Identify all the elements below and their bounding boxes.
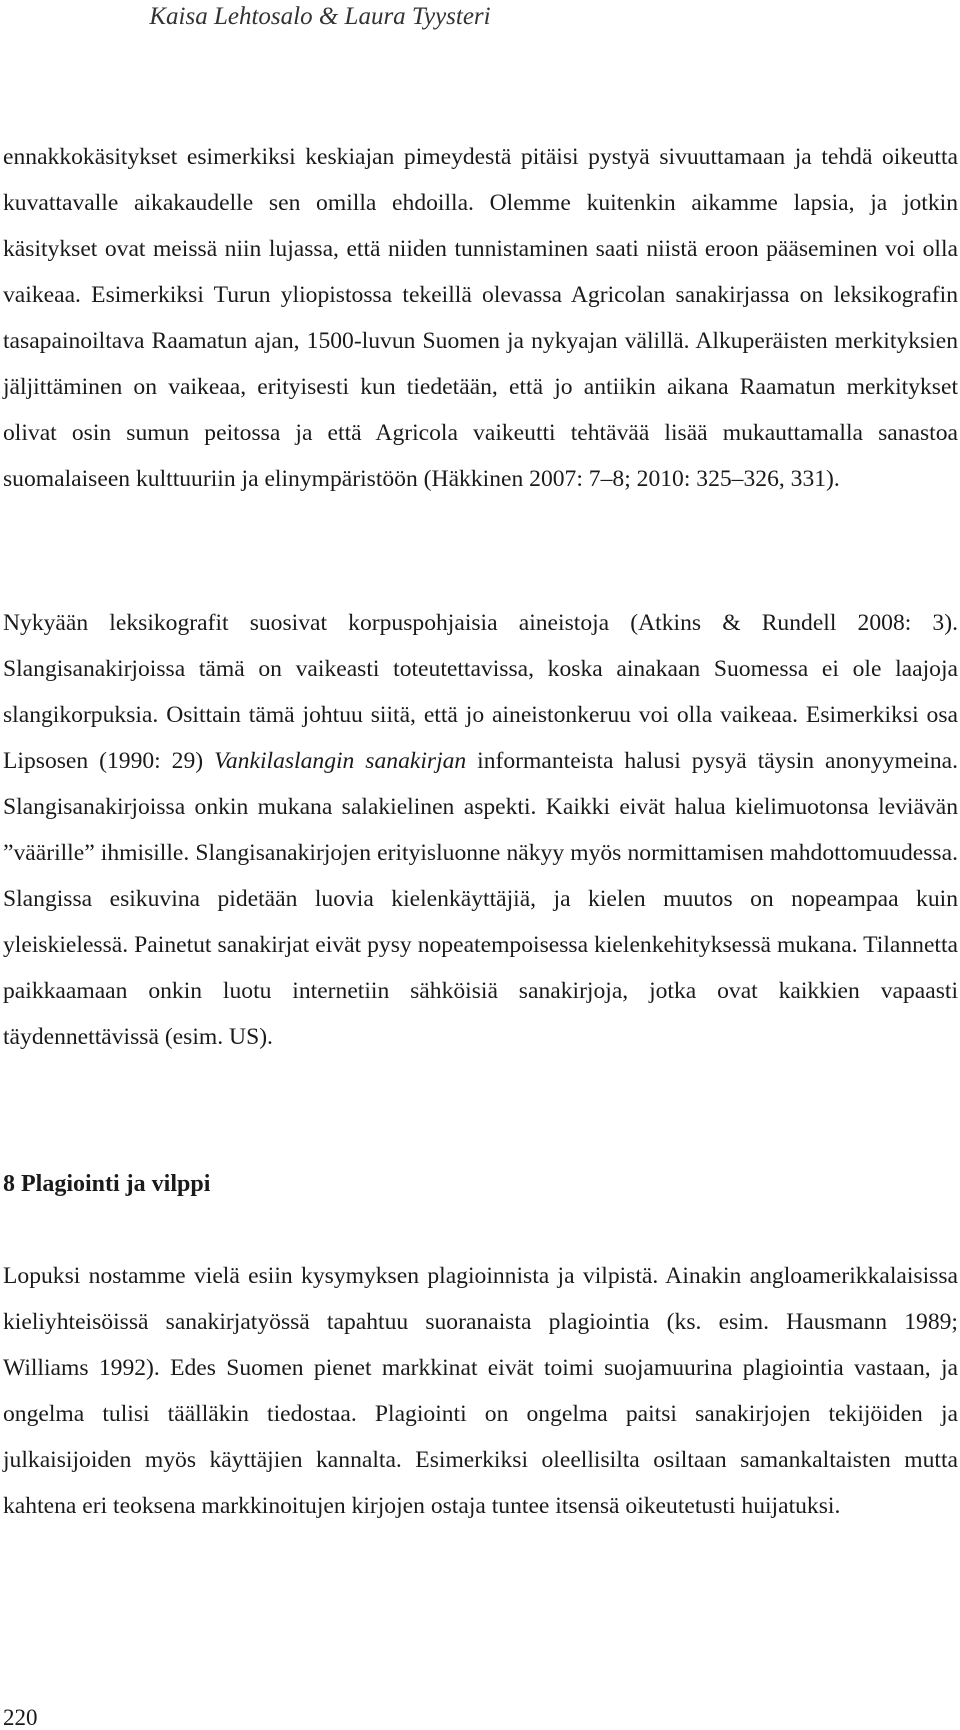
section-heading: 8 Plagiointi ja vilppi (3, 1171, 211, 1197)
running-header: Kaisa Lehtosalo & Laura Tyysteri (149, 3, 491, 30)
paragraph-2 (3, 600, 958, 1060)
paragraph-3: Lopuksi nostamme vielä esiin kysymyksen plagioinnista ja vilpistä. Ainakin angloamerikkalaisissa kieliyhteisöissä sanakirjatyössä tapahtuu suoranaista plagiointia (ks. esim. Hausmann 1989; Williams 1992). Edes Suomen pienet markkinat eivät toimi suojamuurina plagiointia vastaan, ja ongelma tulisi täälläkin tiedostaa. Plagiointi on ongelma paitsi sanakirjojen tekijöiden ja julkaisijoiden myös käyttäjien kannalta. Esimerkiksi oleellisilta osiltaan samankaltaisten mutta kahtena eri teoksena markkinoitujen kirjojen ostaja tuntee itsensä oikeutetusti huijatuksi. (3, 1263, 958, 1519)
page-number: 220 (3, 1705, 38, 1730)
paragraph-1: ennakkokäsitykset esimerkiksi keskiajan pimeydestä pitäisi pystyä sivuuttamaan ja tehdä oikeutta kuvattavalle aikakaudelle sen omilla ehdoilla. Olemme kuitenkin aikamme lapsia, ja jotkin käsitykset ovat meissä niin lujassa, että niiden tunnistaminen saati niistä eroon pääseminen voi olla vaikeaa. Esimerkiksi Turun yliopistossa tekeillä olevassa Agricolan sanakirjassa on leksikografin tasapainoiltava Raamatun ajan, 1500-luvun Suomen ja nykyajan välillä. Alkuperäisten merkityksien jäljittäminen on vaikeaa, erityisesti kun tiedetään, että jo antiikin aikana Raamatun merkitykset olivat osin sumun peitossa ja että Agricola vaikeutti tehtävää lisää mukauttamalla sanastoa suomalaiseen kulttuuriin ja elinympäristöön (Häkkinen 2007: 7–8; 2010: 325–326, 331). (3, 144, 958, 492)
book-title: Vankilaslangin sanakirjan (214, 748, 467, 774)
paragraph-2-text-end: informanteista halusi pysyä täysin anonyymeina. Slangisanakirjoissa onkin mukana salakielinen aspekti. Kaikki eivät halua kielimuotonsa leviävän ”väärille” ihmisille. Slangisanakirjojen erityisluonne näkyy myös normittamisen mahdottomuudessa. Slangissa esikuvina pidetään luovia kielenkäyttäjiä, ja kielen muutos on nopeampaa kuin yleiskielessä. Painetut sanakirjat eivät pysy nopeatempoisessa kielenkehityksessä mukana. Tilannetta paikkaamaan onkin luotu internetiin sähköisiä sanakirjoja, jotka ovat kaikkien vapaasti täydennettävissä (esim. US). (3, 748, 959, 1050)
paragraph-2-text-start: Nykyään leksikografit suosivat korpuspohjaisia aineistoja (Atkins & Rundell 2008: 3). Slangisanakirjoissa tämä on vaikeasti toteutettavissa, koska ainakaan Suomessa ei ole laajoja slangikorpuksia. Osittain tämä johtuu siitä, että jo aineistonkeruu voi olla vaikeaa. Esimerkiksi osa Lipsosen (1990: 29) (3, 610, 958, 774)
